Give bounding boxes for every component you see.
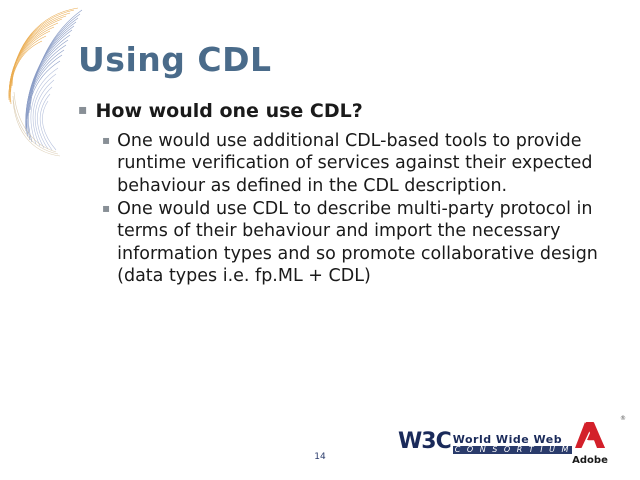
- w3c-logo: [398, 429, 572, 454]
- bullet-level1: [78, 100, 623, 124]
- w3c-mark-text: W3C: [398, 429, 451, 454]
- adobe-a-icon: [573, 420, 607, 450]
- w3c-wordmark: [453, 430, 573, 454]
- page-title: Using CDL: [78, 40, 272, 79]
- adobe-trademark: ®: [620, 415, 626, 422]
- page-number: 14: [314, 452, 326, 462]
- bullet-level2-text: One would use CDL to describe multi-party protocol in terms of their behaviour and import the necessary information types and so promote collaborative design (data types i.e. fp.ML + CDL): [117, 198, 598, 287]
- w3c-line1: World Wide Web: [452, 432, 563, 446]
- w3c-line2: C O N S O R T I U M: [454, 444, 571, 454]
- bullet-marker-icon: ▪: [78, 102, 88, 118]
- bullet-level2: [102, 130, 623, 197]
- sub-bullet-list: [102, 130, 623, 288]
- adobe-name-text: Adobe: [572, 455, 608, 466]
- bullet-level2: [102, 198, 623, 288]
- adobe-logo: [562, 420, 618, 466]
- slide-body: [78, 100, 623, 288]
- bullet-level2-text: One would use additional CDL-based tools to provide runtime verification of services against their expected behaviour as defined in the CDL description.: [117, 130, 593, 196]
- bullet-marker-icon: ▪: [102, 132, 111, 147]
- bullet-level1-text: How would one use CDL?: [95, 100, 363, 122]
- bullet-marker-icon: ▪: [102, 200, 111, 215]
